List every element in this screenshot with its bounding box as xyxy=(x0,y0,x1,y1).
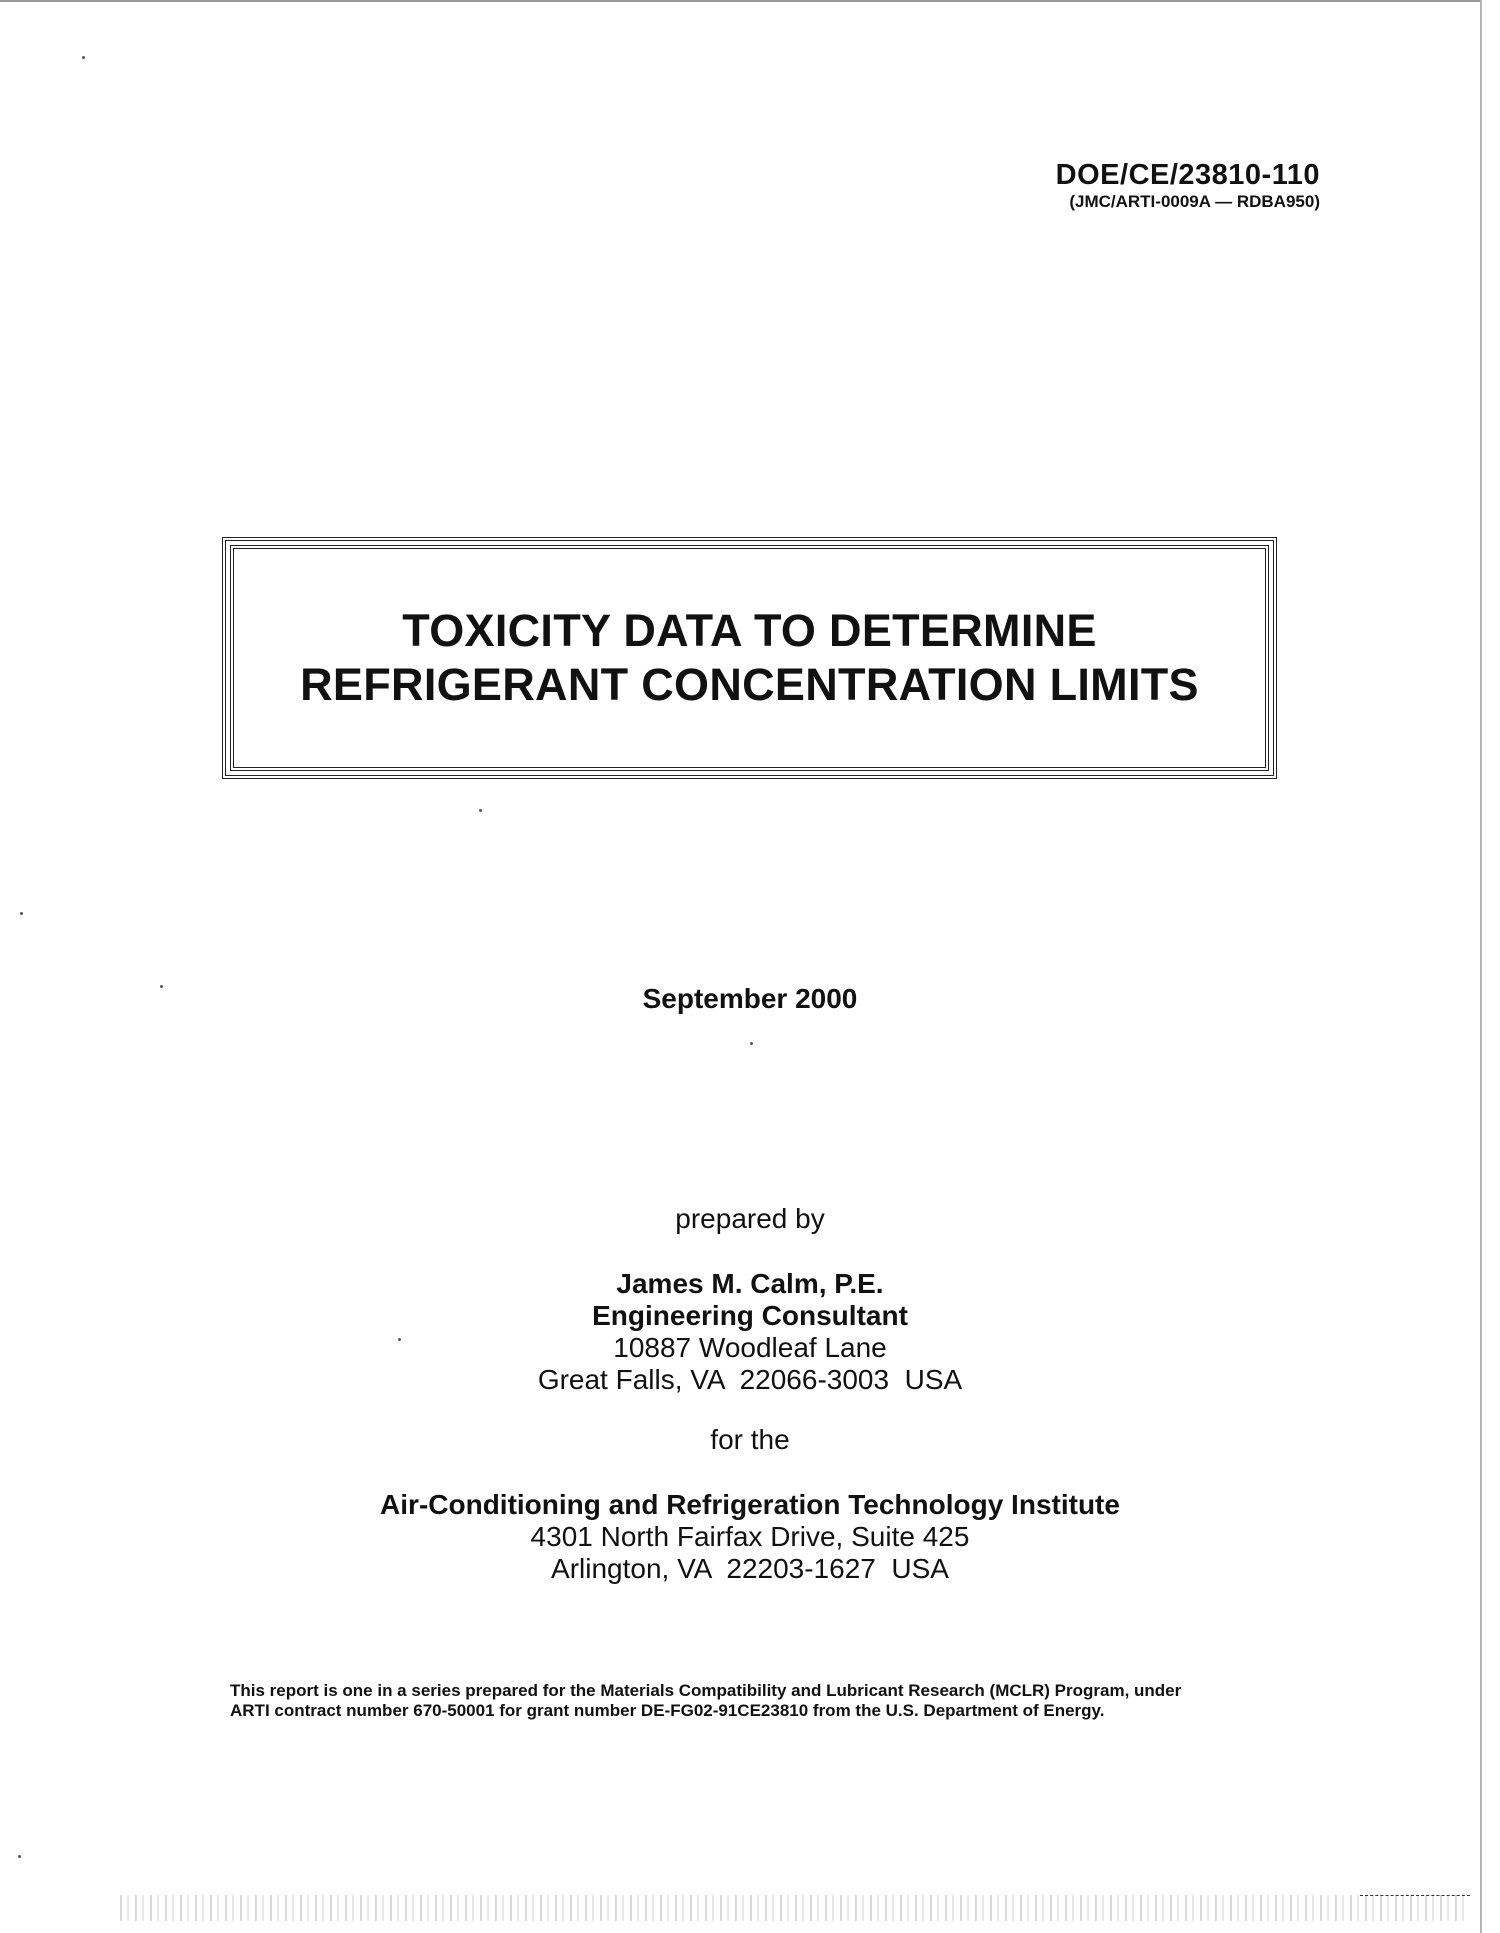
footnote-line-2: ARTI contract number 670-50001 for grant number DE-FG02-91CE23810 from the U.S. Department of Energy. xyxy=(230,1701,1105,1720)
institute-name: Air-Conditioning and Refrigeration Technology Institute xyxy=(380,1489,1120,1520)
prepared-by-label: prepared by xyxy=(675,1203,825,1234)
footnote-line-1: This report is one in a series prepared for the Materials Compatibility and Lubricant Research (MCLR) Program, under xyxy=(230,1681,1182,1700)
title-box xyxy=(222,537,1277,779)
title-box-inner xyxy=(230,545,1269,771)
footnote xyxy=(230,1681,1330,1721)
report-date: September 2000 xyxy=(642,983,858,1014)
scan-speck xyxy=(479,809,482,812)
document-number: DOE/CE/23810-110 xyxy=(1055,159,1320,191)
author-role: Engineering Consultant xyxy=(592,1300,908,1331)
scan-noise-strip xyxy=(120,1895,1470,1921)
title-line-2: REFRIGERANT CONCENTRATION LIMITS xyxy=(300,659,1199,710)
author-street: 10887 Woodleaf Lane xyxy=(613,1332,887,1363)
for-the-label: for the xyxy=(710,1424,790,1455)
scan-right-edge xyxy=(1480,0,1482,1933)
author-city: Great Falls, VA 22066-3003 USA xyxy=(537,1364,963,1395)
author-name: James M. Calm, P.E. xyxy=(616,1268,884,1299)
scan-speck xyxy=(82,56,85,59)
title-line-1: TOXICITY DATA TO DETERMINE xyxy=(402,605,1097,656)
scan-speck xyxy=(20,912,23,915)
author-block xyxy=(0,1268,1500,1396)
scan-dash-line xyxy=(1360,1895,1470,1897)
scan-top-edge xyxy=(0,0,1482,2)
document-subnumber: (JMC/ARTI-0009A — RDBA950) xyxy=(1069,192,1320,211)
scan-speck xyxy=(750,1042,753,1045)
institute-block xyxy=(0,1489,1500,1585)
document-id-block xyxy=(1056,158,1320,212)
institute-street: 4301 North Fairfax Drive, Suite 425 xyxy=(530,1521,970,1552)
institute-city: Arlington, VA 22203-1627 USA xyxy=(551,1553,949,1584)
scan-speck xyxy=(18,1855,21,1858)
